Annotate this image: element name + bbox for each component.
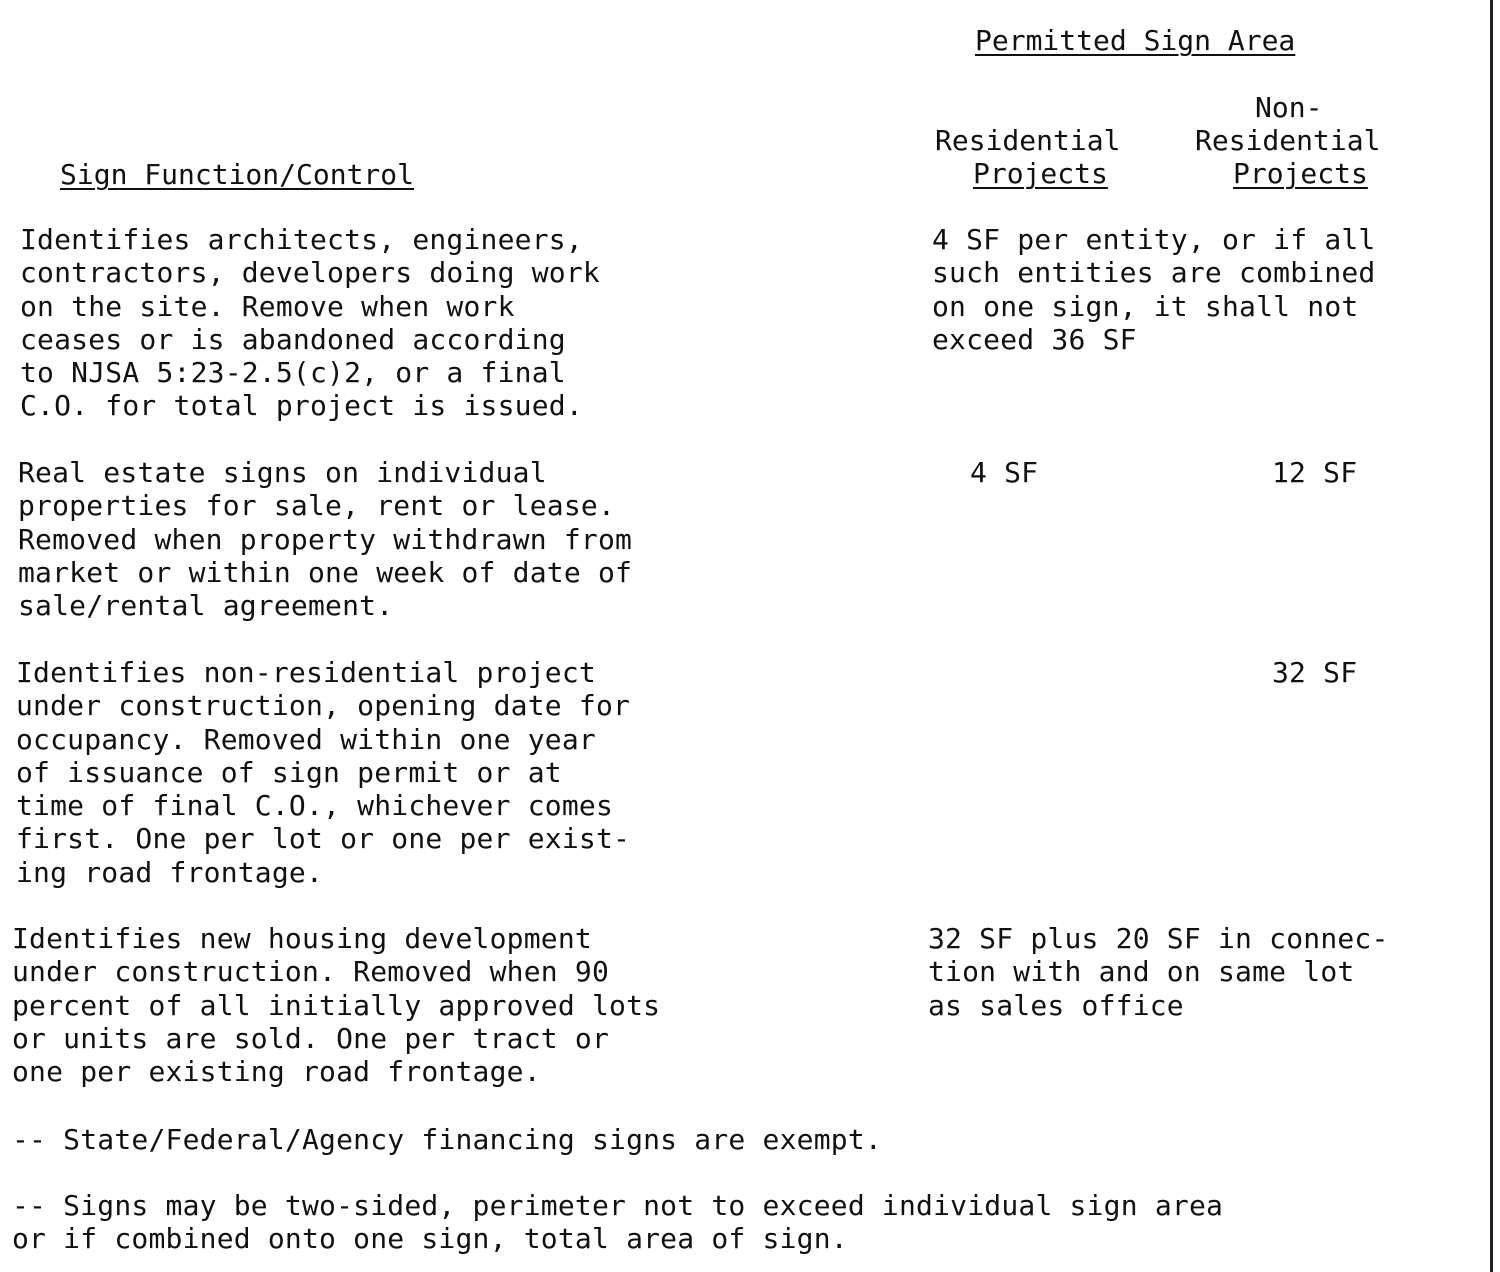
page-edge-rule: [1490, 0, 1493, 1272]
row-2-nonresidential-area: 12 SF: [1272, 456, 1358, 489]
nonresidential-heading-line2: Residential: [1195, 124, 1381, 157]
permitted-sign-area-heading: Permitted Sign Area: [975, 24, 1296, 57]
nonresidential-heading-line1: Non-: [1255, 91, 1323, 124]
row-4-function: Identifies new housing development under construction. Removed when 90 percent of all initially approved lots or units are sold. One per tract or one per existing road frontage.: [12, 922, 661, 1089]
row-2-residential-area: 4 SF: [970, 456, 1039, 489]
row-4-combined-area: 32 SF plus 20 SF in connec- tion with and on same lot as sales office: [928, 922, 1389, 1022]
residential-heading-line1: Residential: [935, 124, 1121, 157]
note-exempt: -- State/Federal/Agency financing signs are exempt.: [12, 1123, 882, 1156]
row-1-function: Identifies architects, engineers, contractors, developers doing work on the site. Remove when work ceases or is abandoned according to NJSA 5:23-2.5(c)2, or a final C.O. for total project is issued.: [20, 223, 600, 423]
nonresidential-heading-line3: Projects: [1233, 157, 1368, 190]
row-1-combined-area: 4 SF per entity, or if all such entities are combined on one sign, it shall not exceed 36 SF: [932, 223, 1376, 356]
row-2-function: Real estate signs on individual properties for sale, rent or lease. Removed when property withdrawn from market or within one week of date of sale/rental agreement.: [18, 456, 633, 623]
note-two-sided: -- Signs may be two-sided, perimeter not to exceed individual sign area or if combined onto one sign, total area of sign.: [12, 1189, 1224, 1256]
row-3-function: Identifies non-residential project under construction, opening date for occupancy. Removed within one year of issuance of sign permit or at time of final C.O., whichever comes first. One per lot or one per exist- ing road frontage.: [16, 656, 631, 889]
residential-heading-line2: Projects: [973, 157, 1108, 190]
row-3-nonresidential-area: 32 SF: [1272, 656, 1358, 689]
sign-function-heading: Sign Function/Control: [60, 158, 415, 191]
